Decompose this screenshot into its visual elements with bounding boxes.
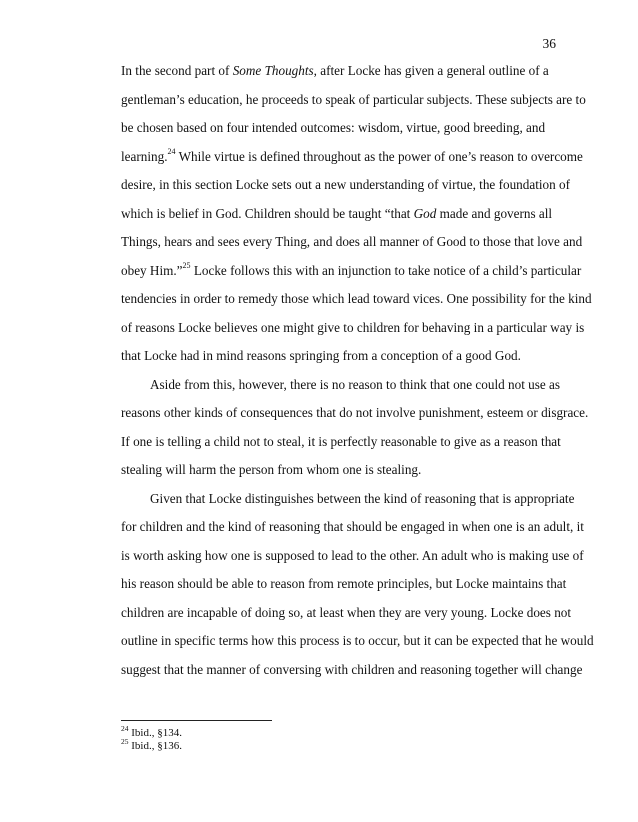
text-line [121, 143, 583, 172]
text-line [121, 57, 561, 86]
text-run: outline in specific terms how this process is to occur, but it can be expected that he would [121, 633, 594, 648]
text-line [121, 314, 585, 343]
text-line [121, 542, 584, 571]
footnote-reference: 25 [182, 261, 191, 271]
text-run: is worth asking how one is supposed to lead to the other. An adult who is making use of [121, 547, 584, 563]
footnote [121, 737, 182, 753]
text-line [121, 257, 582, 286]
text-run: be chosen based on four intended outcomes: wisdom, virtue, good breeding, and [121, 120, 546, 135]
text-line [121, 485, 575, 514]
text-line [121, 570, 567, 599]
text-run: Locke follows this with an injunction to take notice of a child’s particular [190, 262, 582, 278]
footnote [121, 724, 182, 740]
text-line [121, 171, 570, 200]
text-run: While virtue is defined throughout as the power of one’s reason to overcome [175, 148, 583, 164]
text-run: Aside from this, however, there is no reason to think that one could not use as [150, 376, 561, 392]
text-line [121, 656, 583, 685]
paragraph [121, 57, 592, 371]
text-line [121, 428, 561, 457]
text-run: children are incapable of doing so, at least when they are very young. Locke does not [121, 604, 572, 620]
footnote-rule [121, 720, 272, 721]
text-run: stealing will harm the person from whom one is stealing. [121, 462, 422, 477]
paragraph [121, 371, 589, 485]
text-run: desire, in this section Locke sets out a new understanding of virtue, the foundation of [121, 177, 570, 192]
text-line [121, 200, 561, 229]
text-run: of reasons Locke believes one might give to children for behaving in a particular way is [121, 319, 585, 335]
text-run: If one is telling a child not to steal, it is perfectly reasonable to give as a reason that [121, 433, 561, 449]
text-run: obey Him.” [121, 262, 183, 278]
text-line [121, 371, 561, 400]
text-run: for children and the kind of reasoning that should be engaged in when one is an adult, it [121, 519, 584, 534]
text-run: his reason should be able to reason from remote principles, but Locke maintains that [121, 576, 567, 591]
text-run: , after Locke has given a general outline of a [313, 63, 549, 78]
italic-text: God [413, 205, 437, 221]
text-line [121, 513, 584, 542]
text-run: gentleman’s education, he proceeds to speak of particular subjects. These subjects are to [121, 91, 586, 107]
text-line [121, 285, 592, 314]
text-run: made and governs all [436, 205, 553, 221]
text-line [121, 399, 589, 428]
text-run: tendencies in order to remedy those which lead toward vices. One possibility for the kind [121, 291, 592, 306]
body-text [121, 57, 594, 684]
text-run: Given that Locke distinguishes between the kind of reasoning that is appropriate [150, 490, 575, 506]
footnotes [121, 724, 182, 753]
text-run: that Locke had in mind reasons springing from a conception of a good God. [121, 348, 521, 363]
text-line [121, 456, 561, 485]
text-run: suggest that the manner of conversing with children and reasoning together will change [121, 661, 583, 677]
page-number: 36 [542, 36, 556, 51]
footnote-mark: 25 [121, 737, 129, 747]
text-line [121, 114, 561, 143]
text-line [121, 599, 572, 628]
footnote-reference: 24 [167, 147, 176, 157]
text-line [121, 342, 561, 371]
footnote-mark: 24 [121, 724, 129, 734]
text-line [121, 228, 583, 257]
text-run: Things, hears and sees every Thing, and does all manner of Good to those that love and [121, 234, 583, 249]
text-run: In the second part of [121, 63, 233, 78]
paragraph [121, 485, 594, 685]
text-run: which is belief in God. Children should be taught “that [121, 205, 414, 221]
footnote-text: Ibid., §136. [128, 740, 182, 752]
text-line [121, 86, 586, 115]
italic-text: Some Thoughts [232, 63, 314, 78]
text-run: reasons other kinds of consequences that do not involve punishment, esteem or disgrace. [121, 405, 589, 420]
text-run: learning. [121, 148, 168, 164]
text-line [121, 627, 594, 656]
footnote-text: Ibid., §134. [128, 727, 182, 739]
